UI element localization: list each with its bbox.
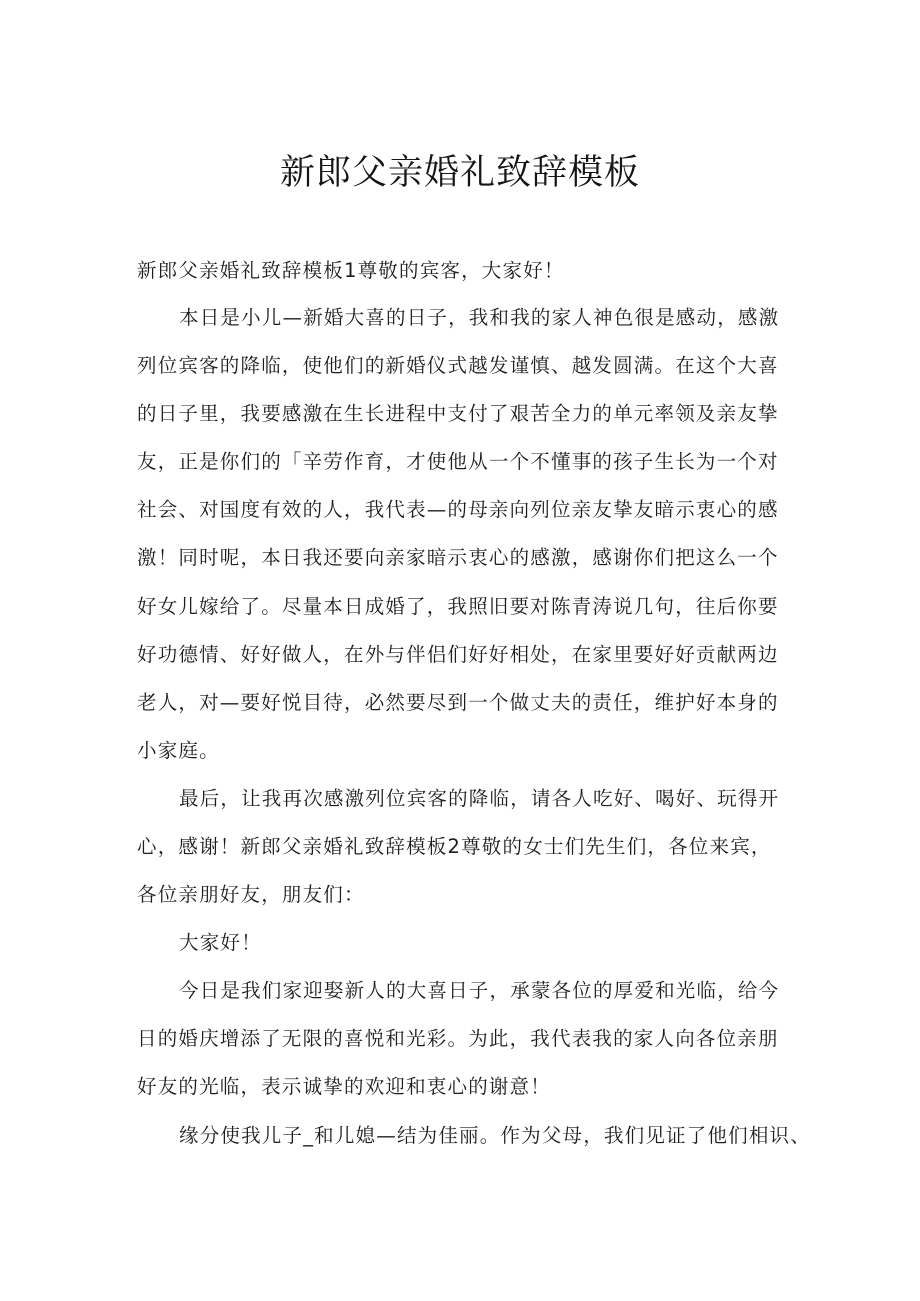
paragraph-line: 缘分使我儿子_和儿媳—结为佳丽。作为父母，我们见证了他们相识、 bbox=[179, 1124, 811, 1147]
paragraph-line: 老人，对—要好悦目待，必然要尽到一个做丈夫的责任，维护好本身的 bbox=[137, 691, 779, 714]
paragraph-line: 日的婚庆增添了无限的喜悦和光彩。为此，我代表我的家人向各位亲朋 bbox=[137, 1027, 779, 1050]
paragraph-line: 各位亲朋好友，朋友们： bbox=[137, 883, 365, 906]
paragraph-line: 好功德情、好好做人，在外与伴侣们好好相处，在家里要好好贡献两边 bbox=[137, 643, 779, 666]
paragraph-line: 好友的光临，表示诚挚的欢迎和衷心的谢意！ bbox=[137, 1075, 552, 1098]
paragraph-line: 激！同时呢，本日我还要向亲家暗示衷心的感激，感谢你们把这么一个 bbox=[137, 546, 779, 569]
paragraph-line: 新郎父亲婚礼致辞模板1尊敬的宾客，大家好！ bbox=[137, 259, 565, 282]
paragraph-line: 小家庭。 bbox=[137, 739, 220, 762]
paragraph-line: 最后，让我再次感激列位宾客的降临，请各人吃好、喝好、玩得开 bbox=[179, 787, 780, 810]
document-title: 新郎父亲婚礼致辞模板 bbox=[279, 153, 640, 193]
paragraph-line: 社会、对国度有效的人，我代表—的母亲向列位亲友挚友暗示衷心的感 bbox=[137, 498, 779, 521]
paragraph-line: 友，正是你们的「辛劳作育，才使他从一个不懂事的孩子生长为一个对 bbox=[137, 450, 779, 473]
paragraph-line: 今日是我们家迎娶新人的大喜日子，承蒙各位的厚爱和光临，给今 bbox=[179, 979, 780, 1002]
paragraph-line: 心，感谢！新郎父亲婚礼致辞模板2尊敬的女士们先生们，各位来宾， bbox=[137, 835, 772, 858]
paragraph-line: 本日是小儿—新婚大喜的日子，我和我的家人神色很是感动，感激 bbox=[179, 306, 780, 329]
paragraph-line: 列位宾客的降临，使他们的新婚仪式越发谨慎、越发圆满。在这个大喜 bbox=[137, 354, 779, 377]
paragraph-line: 的日子里，我要感激在生长进程中支付了艰苦全力的单元率领及亲友挚 bbox=[137, 402, 779, 425]
paragraph-line: 大家好！ bbox=[179, 931, 262, 954]
paragraph-line: 好女儿嫁给了。尽量本日成婚了，我照旧要对陈青涛说几句，往后你要 bbox=[137, 595, 779, 618]
